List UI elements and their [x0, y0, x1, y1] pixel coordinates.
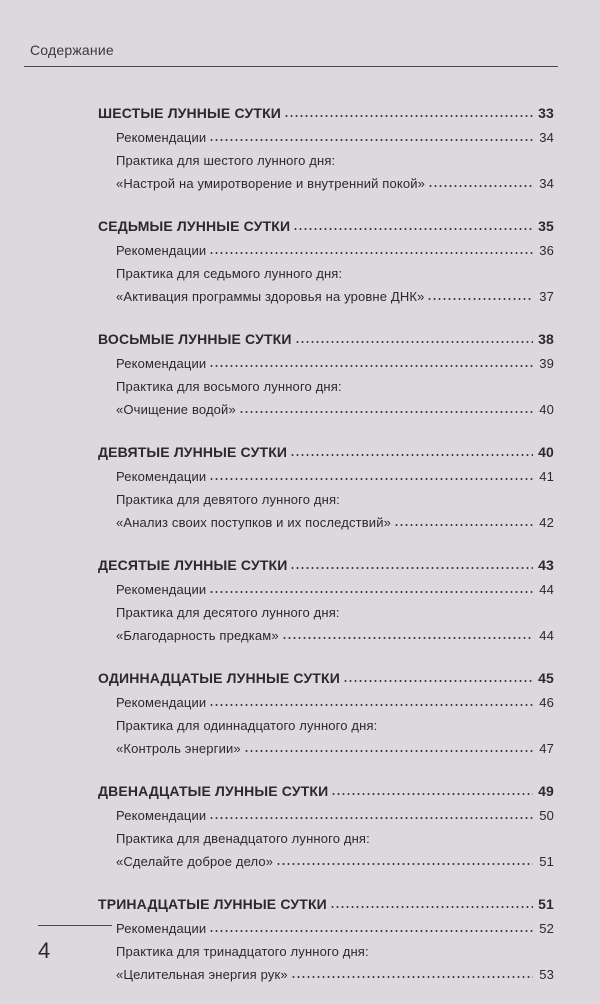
toc-section-8: [98, 326, 554, 421]
dot-leader: [209, 138, 533, 142]
page-number: 34: [539, 130, 554, 145]
toc-section-6: [98, 100, 554, 195]
dot-leader: [394, 523, 533, 527]
dot-leader: [239, 410, 533, 414]
practice-title-line1: Практика для восьмого лунного дня:: [116, 379, 342, 394]
page-number: 46: [539, 695, 554, 710]
dot-leader: [343, 679, 533, 683]
toc-subentry[interactable]: [98, 737, 554, 760]
page-number: 44: [539, 582, 554, 597]
page-number: 39: [539, 356, 554, 371]
subentry-title: Рекомендации: [116, 356, 207, 371]
subentry-title: Рекомендации: [116, 921, 207, 936]
dot-leader: [331, 792, 533, 796]
toc-subentry[interactable]: [98, 691, 554, 714]
dot-leader: [290, 453, 533, 457]
page-number: 51: [539, 854, 554, 869]
toc-subentry[interactable]: [98, 917, 554, 940]
page-number: 52: [539, 921, 554, 936]
dot-leader: [209, 364, 533, 368]
toc-subentry[interactable]: [98, 172, 554, 195]
toc-section-12: [98, 778, 554, 873]
dot-leader: [290, 566, 533, 570]
page-number: 47: [539, 741, 554, 756]
practice-title-line2: «Благодарность предкам»: [116, 628, 279, 643]
toc-subentry[interactable]: [98, 804, 554, 827]
chapter-title: ВОСЬМЫЕ ЛУННЫЕ СУТКИ: [98, 331, 292, 347]
practice-title-line1: Практика для двенадцатого лунного дня:: [116, 831, 370, 846]
dot-leader: [291, 975, 533, 979]
dot-leader: [282, 636, 533, 640]
running-head: Содержание: [30, 42, 114, 58]
dot-leader: [284, 114, 533, 118]
subentry-title: Рекомендации: [116, 695, 207, 710]
dot-leader: [209, 929, 533, 933]
practice-title-line2: «Активация программы здоровья на уровне ДНК»: [116, 289, 425, 304]
page-number: 44: [539, 628, 554, 643]
toc-subentry[interactable]: [98, 465, 554, 488]
chapter-title: ТРИНАДЦАТЫЕ ЛУННЫЕ СУТКИ: [98, 896, 327, 912]
page-number: 38: [538, 331, 554, 347]
dot-leader: [209, 477, 533, 481]
practice-title-line1: Практика для седьмого лунного дня:: [116, 266, 343, 281]
folio: 4: [38, 938, 51, 963]
practice-title-line2: «Сделайте доброе дело»: [116, 854, 274, 869]
page-number: 42: [539, 515, 554, 530]
toc-chapter-entry[interactable]: [98, 891, 554, 917]
page-number: 33: [538, 105, 554, 121]
toc-subentry[interactable]: [98, 239, 554, 262]
page-number: 40: [538, 444, 554, 460]
subentry-title: Рекомендации: [116, 582, 207, 597]
subentry-title: Рекомендации: [116, 130, 207, 145]
practice-title-line1: Практика для девятого лунного дня:: [116, 492, 340, 507]
toc-subentry[interactable]: [98, 850, 554, 873]
toc-section-7: [98, 213, 554, 308]
page-number: 51: [538, 896, 554, 912]
practice-title-line2: «Контроль энергии»: [116, 741, 241, 756]
dot-leader: [276, 862, 533, 866]
toc-section-11: [98, 665, 554, 760]
dot-leader: [427, 297, 533, 301]
dot-leader: [295, 340, 533, 344]
footer-rule: [38, 925, 112, 926]
dot-leader: [209, 703, 533, 707]
page-number: 43: [538, 557, 554, 573]
toc-chapter-entry[interactable]: [98, 665, 554, 691]
practice-title-line1: Практика для шестого лунного дня:: [116, 153, 336, 168]
toc-subentry[interactable]: [98, 963, 554, 986]
toc-subentry[interactable]: [98, 624, 554, 647]
dot-leader: [244, 749, 533, 753]
chapter-title: ОДИННАДЦАТЫЕ ЛУННЫЕ СУТКИ: [98, 670, 340, 686]
page-number: 35: [538, 218, 554, 234]
practice-title-line2: «Очищение водой»: [116, 402, 236, 417]
page-number: 41: [539, 469, 554, 484]
chapter-title: ДЕСЯТЫЕ ЛУННЫЕ СУТКИ: [98, 557, 288, 573]
page-number: 45: [538, 670, 554, 686]
toc-subentry[interactable]: [98, 352, 554, 375]
toc-section-13: [98, 891, 554, 986]
toc-subentry[interactable]: [98, 398, 554, 421]
practice-title-line1: Практика для тринадцатого лунного дня:: [116, 944, 369, 959]
chapter-title: ДВЕНАДЦАТЫЕ ЛУННЫЕ СУТКИ: [98, 783, 329, 799]
toc-subentry[interactable]: [98, 511, 554, 534]
page-number: 36: [539, 243, 554, 258]
toc-subentry[interactable]: [98, 126, 554, 149]
chapter-title: СЕДЬМЫЕ ЛУННЫЕ СУТКИ: [98, 218, 291, 234]
toc-chapter-entry[interactable]: [98, 213, 554, 239]
page-number: 34: [539, 176, 554, 191]
page-number: 37: [539, 289, 554, 304]
table-of-contents: [98, 100, 554, 1004]
toc-subentry[interactable]: [98, 285, 554, 308]
page-number: 49: [538, 783, 554, 799]
dot-leader: [209, 816, 533, 820]
dot-leader: [293, 227, 533, 231]
subentry-title: Рекомендации: [116, 243, 207, 258]
toc-chapter-entry[interactable]: [98, 552, 554, 578]
dot-leader: [330, 905, 533, 909]
toc-subentry[interactable]: [98, 578, 554, 601]
subentry-title: Рекомендации: [116, 469, 207, 484]
toc-chapter-entry[interactable]: [98, 439, 554, 465]
toc-section-10: [98, 552, 554, 647]
practice-title-line2: «Целительная энергия рук»: [116, 967, 288, 982]
chapter-title: ДЕВЯТЫЕ ЛУННЫЕ СУТКИ: [98, 444, 288, 460]
practice-title-line1: Практика для одиннадцатого лунного дня:: [116, 718, 378, 733]
page-number: 53: [539, 967, 554, 982]
subentry-title: Рекомендации: [116, 808, 207, 823]
page-number: 50: [539, 808, 554, 823]
practice-title-line2: «Настрой на умиротворение и внутренний покой»: [116, 176, 426, 191]
toc-chapter-entry[interactable]: [98, 100, 554, 126]
toc-chapter-entry[interactable]: [98, 778, 554, 804]
toc-section-9: [98, 439, 554, 534]
dot-leader: [209, 590, 533, 594]
header-rule: [24, 66, 558, 67]
dot-leader: [209, 251, 533, 255]
practice-title-line2: «Анализ своих поступков и их последствий»: [116, 515, 391, 530]
page-number: 40: [539, 402, 554, 417]
chapter-title: ШЕСТЫЕ ЛУННЫЕ СУТКИ: [98, 105, 281, 121]
practice-title-line1: Практика для десятого лунного дня:: [116, 605, 340, 620]
toc-chapter-entry[interactable]: [98, 326, 554, 352]
dot-leader: [428, 184, 533, 188]
